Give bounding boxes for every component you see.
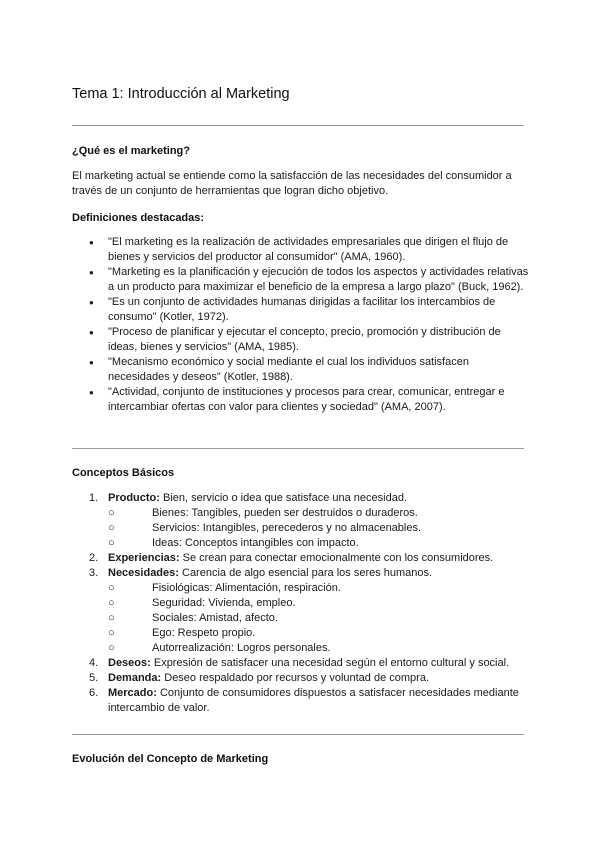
list-number: 5. xyxy=(89,672,99,684)
list-item: ● "Actividad, conjunto de instituciones y procesos para crear, comunicar, entregar e intercambiar ofertas con valor para clientes y sociedad" (AMA, 2007). xyxy=(72,385,532,415)
term-text: Bien, servicio o idea que satisface una necesidad. xyxy=(159,492,407,504)
sub-list-item: ○ Sociales: Amistad, afecto. xyxy=(130,611,532,626)
list-item xyxy=(72,671,532,686)
sub-list-item: ○ Autorrealización: Logros personales. xyxy=(130,641,532,656)
sub-list-item: ○ Ego: Respeto propio. xyxy=(130,626,532,641)
page-title: Tema 1: Introducción al Marketing xyxy=(72,86,290,102)
sub-list-item: ○ Fisiológicas: Alimentación, respiración. xyxy=(130,581,532,596)
sub-list-item: ○ Servicios: Intangibles, perecederos y no almacenables. xyxy=(130,521,532,536)
term-text: Deseo respaldado por recursos y voluntad de compra. xyxy=(161,672,430,684)
intro-paragraph: El marketing actual se entiende como la satisfacción de las necesidades del consumidor a través de un conjunto de herramientas que logran dicho objetivo. xyxy=(72,170,512,197)
sub-list-item: ○ Seguridad: Vivienda, empleo. xyxy=(130,596,532,611)
term: Deseos: xyxy=(108,657,151,669)
sub-list xyxy=(130,581,532,656)
list-item xyxy=(72,491,532,551)
term: Demanda: xyxy=(108,672,162,684)
list-item: ● "Proceso de planificar y ejecutar el concepto, precio, promoción y distribución de ideas, bienes y servicios" (AMA, 1985). xyxy=(72,325,532,355)
section-heading-conceptos: Conceptos Básicos xyxy=(72,467,175,479)
definitions-heading: Definiciones destacadas: xyxy=(72,212,205,224)
list-item: ● "El marketing es la realización de actividades empresariales que dirigen el flujo de bienes y servicios del productor al consumidor" (AMA, 1960). xyxy=(72,235,532,265)
section-heading-evolucion: Evolución del Concepto de Marketing xyxy=(72,753,269,765)
list-item: ● "Marketing es la planificación y ejecución de todos los aspectos y actividades relativas a un producto para maximizar el beneficio de la empresa a largo plazo" (Buck, 1962). xyxy=(72,265,532,295)
divider xyxy=(72,448,524,449)
section-heading-que-es: ¿Qué es el marketing? xyxy=(72,145,190,157)
list-number: 4. xyxy=(89,657,99,669)
list-number: 2. xyxy=(89,552,99,564)
sub-list xyxy=(130,506,532,551)
list-item xyxy=(72,566,532,656)
list-item: ● "Mecanismo económico y social mediante el cual los individuos satisfacen necesidades y deseos" (Kotler, 1988). xyxy=(72,355,532,385)
divider xyxy=(72,734,524,735)
list-item: ● "Es un conjunto de actividades humanas dirigidas a facilitar los intercambios de consumo" (Kotler, 1972). xyxy=(72,295,532,325)
list-item xyxy=(72,656,532,671)
list-number: 3. xyxy=(89,567,99,579)
term-text: Carencia de algo esencial para los seres humanos. xyxy=(178,567,433,579)
concepts-list xyxy=(72,491,532,716)
list-item xyxy=(72,551,532,566)
list-number: 1. xyxy=(89,492,99,504)
term-text: Expresión de satisfacer una necesidad según el entorno cultural y social. xyxy=(150,657,510,669)
definitions-list xyxy=(72,235,532,415)
divider xyxy=(72,125,524,126)
term-text: Se crean para conectar emocionalmente con los consumidores. xyxy=(179,552,494,564)
sub-list-item: ○ Bienes: Tangibles, pueden ser destruidos o duraderos. xyxy=(130,506,532,521)
list-item xyxy=(72,686,532,716)
term-text: Conjunto de consumidores dispuestos a satisfacer necesidades mediante intercambio de valor. xyxy=(108,687,519,714)
sub-list-item: ○ Ideas: Conceptos intangibles con impacto. xyxy=(130,536,532,551)
term: Mercado: xyxy=(108,687,157,699)
term: Producto: xyxy=(108,492,160,504)
term: Experiencias: xyxy=(108,552,180,564)
list-number: 6. xyxy=(89,687,99,699)
term: Necesidades: xyxy=(108,567,179,579)
